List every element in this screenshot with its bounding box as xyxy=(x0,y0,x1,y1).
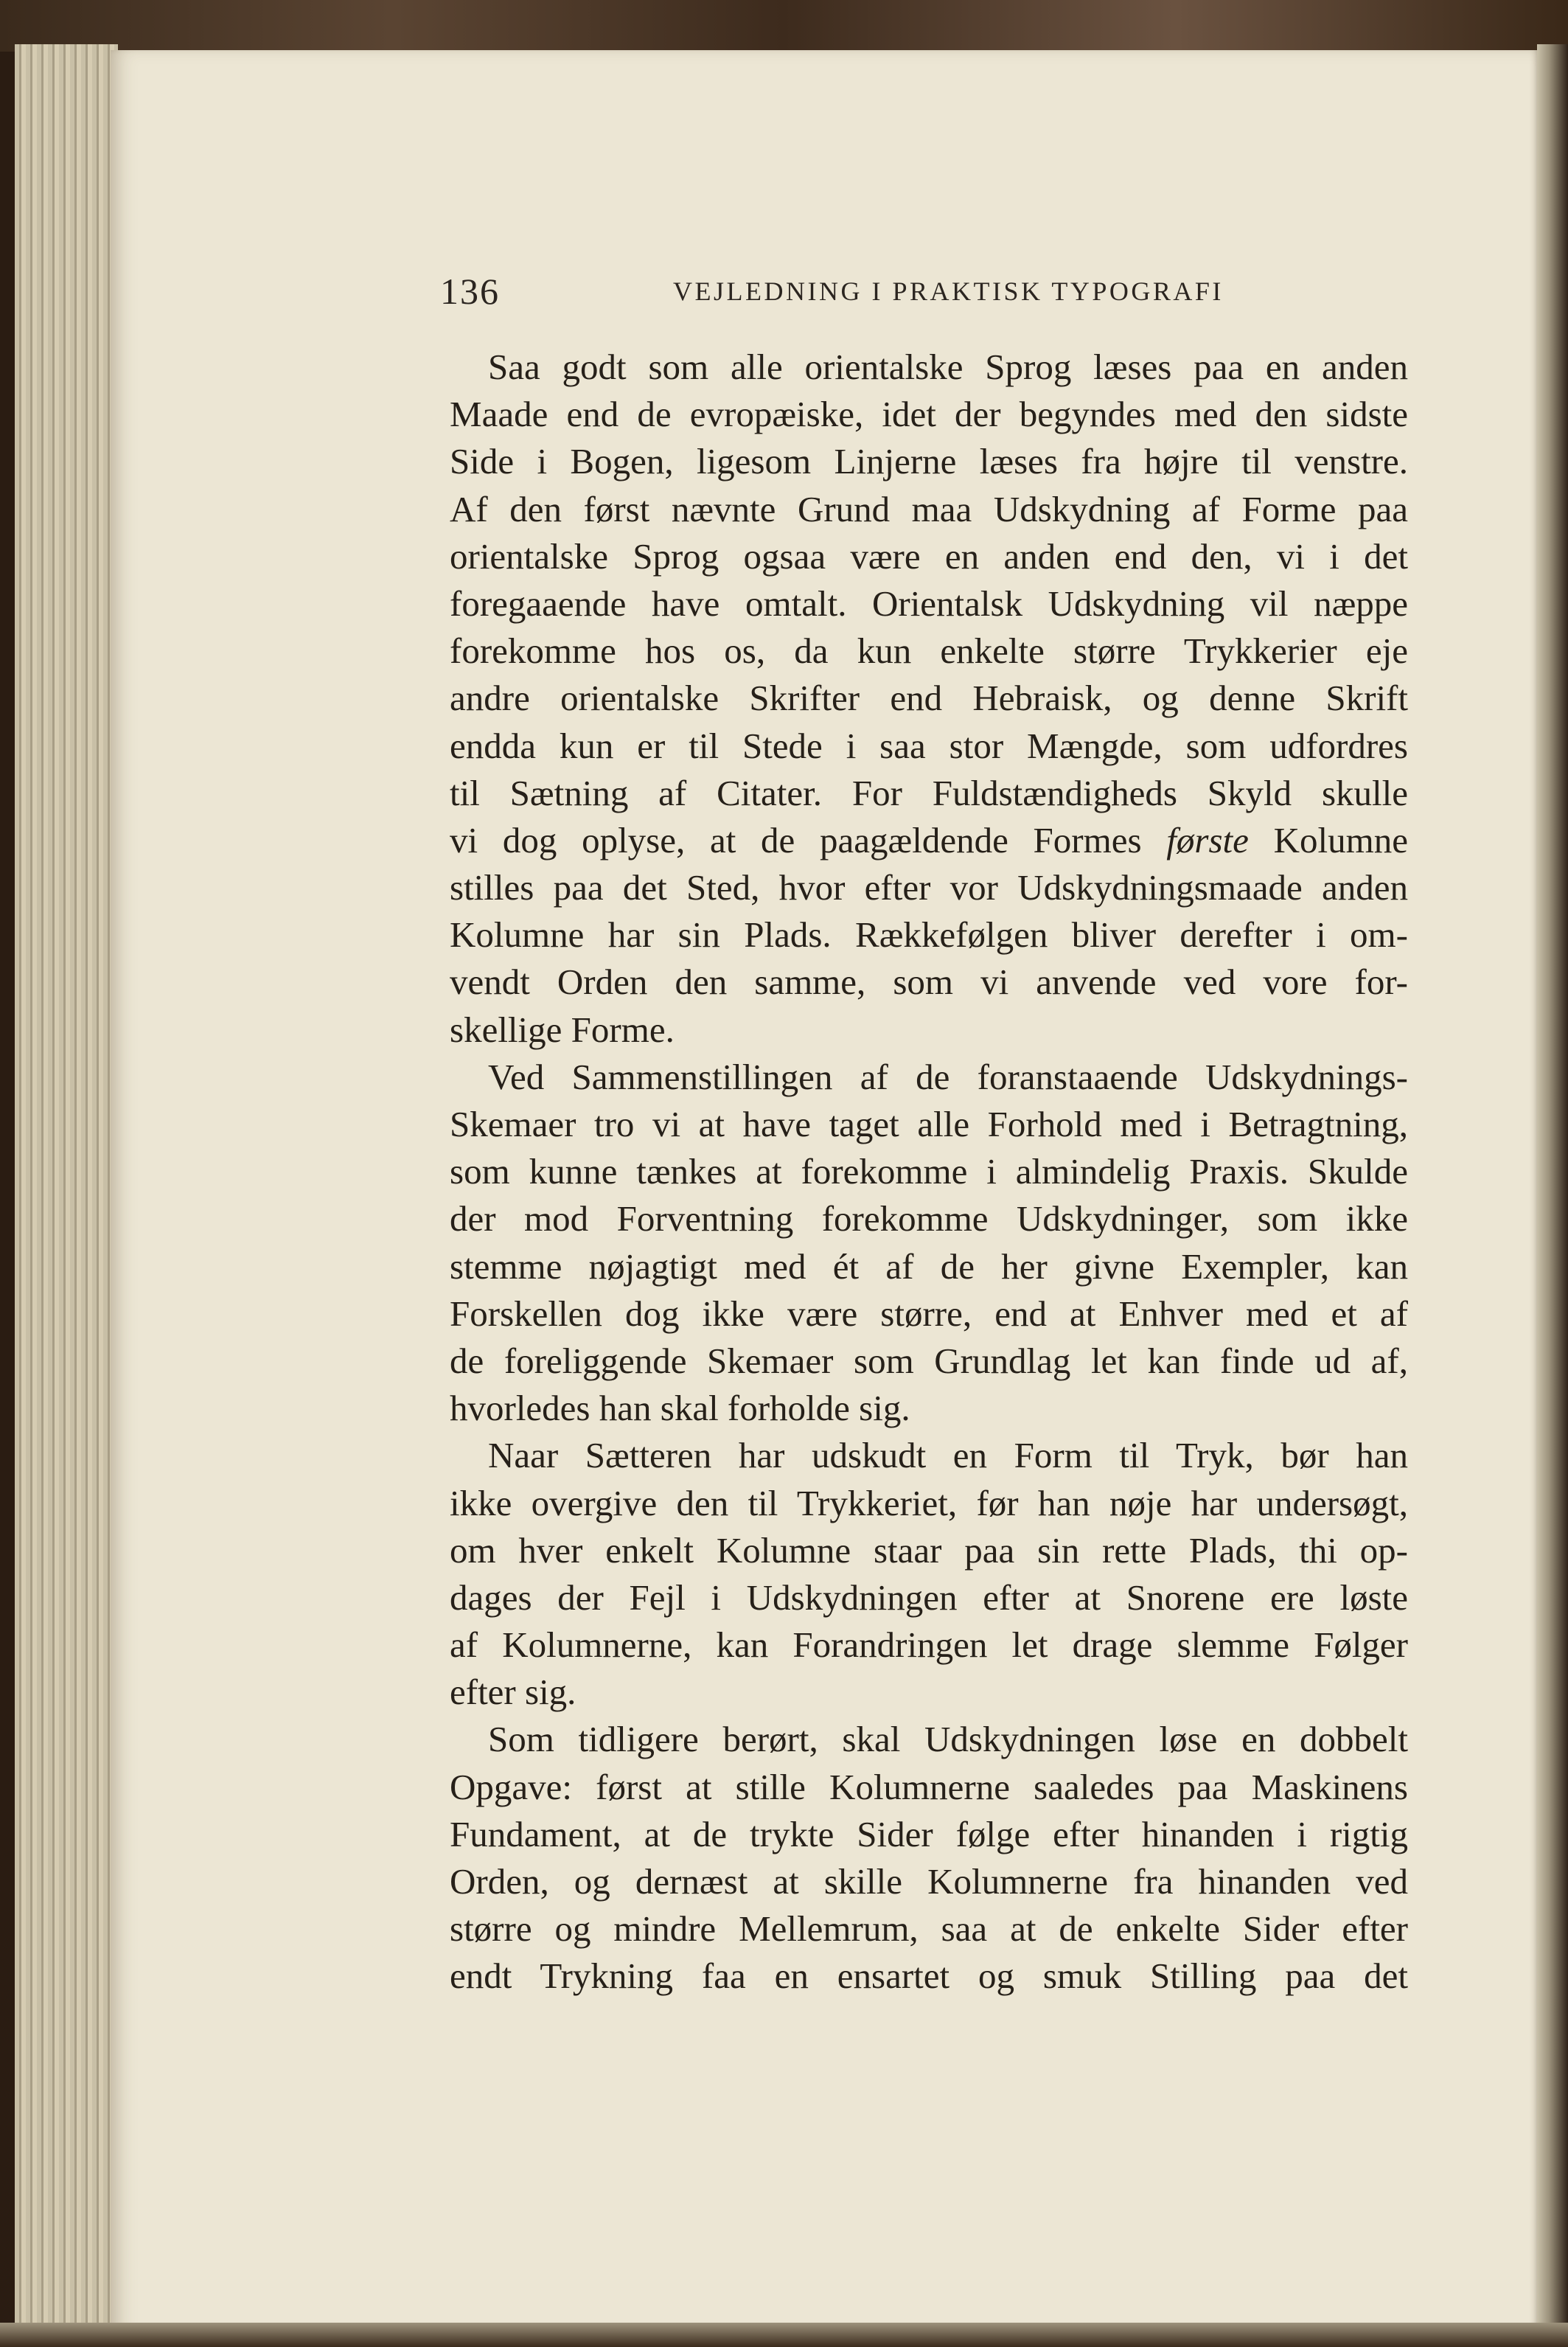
text-line: om hver enkelt Kolumne staar paa sin rette Plads, thi op- xyxy=(450,1529,1408,1571)
book-right-edge xyxy=(1537,44,1568,2347)
italic-word: første xyxy=(1166,819,1249,860)
text-line: Naar Sætteren har udskudt en Form til Tryk, bør han xyxy=(488,1435,1408,1476)
running-title: VEJLEDNING I PRAKTISK TYPOGRAFI xyxy=(673,277,1224,306)
text-line: Orden, og dernæst at skille Kolumnerne fra hinanden ved xyxy=(450,1861,1408,1902)
text-line: Fundament, at de trykte Sider følge efter hinanden i rigtig xyxy=(450,1813,1408,1854)
text-line: Ved Sammenstillingen af de foranstaaende Udskydnings- xyxy=(488,1056,1408,1097)
text-line: foregaaende have omtalt. Orientalsk Udskydning vil næppe xyxy=(450,583,1408,624)
text-line: endda kun er til Stede i saa stor Mængde, som udfordres xyxy=(450,725,1408,766)
text-line: orientalske Sprog ogsaa være en anden end den, vi i det xyxy=(450,535,1408,577)
running-head xyxy=(440,267,1457,319)
text-line: Skemaer tro vi at have taget alle Forhold med i Betragtning, xyxy=(450,1104,1408,1144)
text-line: vendt Orden den samme, som vi anvende ved vore for- xyxy=(450,962,1408,1003)
body-text xyxy=(450,344,1408,2000)
text-line-italic xyxy=(450,817,1408,864)
text-line: af Kolumnerne, kan Forandringen let drage slemme Følger xyxy=(450,1624,1408,1666)
text-line: ikke overgive den til Trykkeriet, før han nøje har undersøgt, xyxy=(450,1482,1408,1523)
book-top-edge xyxy=(0,0,1568,52)
text-line: dages der Fejl i Udskydningen efter at Snorene ere løste xyxy=(450,1576,1408,1618)
text-line: som kunne tænkes at forekomme i almindelig Praxis. Skulde xyxy=(450,1151,1408,1192)
page-stack-edges xyxy=(15,44,118,2337)
text-line: Side i Bogen, ligesom Linjerne læses fra højre til venstre. xyxy=(450,441,1408,482)
text-line: Maade end de evropæiske, idet der begyndes med den sidste xyxy=(450,394,1408,435)
text-line: stemme nøjagtigt med ét af de her givne Exempler, kan xyxy=(450,1245,1408,1287)
text-line: andre orientalske Skrifter end Hebraisk, og denne Skrift xyxy=(450,678,1408,719)
text-line: hvorledes han skal forholde sig. xyxy=(450,1388,910,1429)
text-line: de foreliggende Skemaer som Grundlag let kan finde ud af, xyxy=(450,1340,1408,1381)
text-line: Som tidligere berørt, skal Udskydningen løse en dobbelt xyxy=(488,1719,1408,1760)
text-line: efter sig. xyxy=(450,1672,576,1713)
text-line: Opgave: først at stille Kolumnerne saaledes paa Maskinens xyxy=(450,1766,1408,1807)
text-line: Saa godt som alle orientalske Sprog læses paa en anden xyxy=(488,347,1408,387)
text-segment: Kolumne xyxy=(1248,819,1408,860)
page-number: 136 xyxy=(440,271,500,312)
text-line: forekomme hos os, da kun enkelte større Trykkerier eje xyxy=(450,630,1408,672)
text-line: Kolumne har sin Plads. Rækkefølgen bliver derefter i om- xyxy=(450,914,1408,956)
text-line: større og mindre Mellemrum, saa at de enkelte Sider efter xyxy=(450,1908,1408,1950)
text-line: Forskellen dog ikke være større, end at Enhver med et af xyxy=(450,1293,1408,1334)
text-line: endt Trykning faa en ensartet og smuk Stilling paa det xyxy=(450,1955,1408,1997)
text-line: Af den først nævnte Grund maa Udskydning af Forme paa xyxy=(450,488,1408,529)
text-line: skellige Forme. xyxy=(450,1009,675,1050)
text-line: til Sætning af Citater. For Fuldstændigheds Skyld skulle xyxy=(450,772,1408,813)
text-segment: vi dog oplyse, at de paagældende Formes xyxy=(450,819,1167,860)
text-line: stilles paa det Sted, hvor efter vor Udskydningsmaade anden xyxy=(450,867,1408,908)
book-bottom-edge xyxy=(0,2323,1568,2347)
text-line: der mod Forventning forekomme Udskydninger, som ikke xyxy=(450,1198,1408,1239)
